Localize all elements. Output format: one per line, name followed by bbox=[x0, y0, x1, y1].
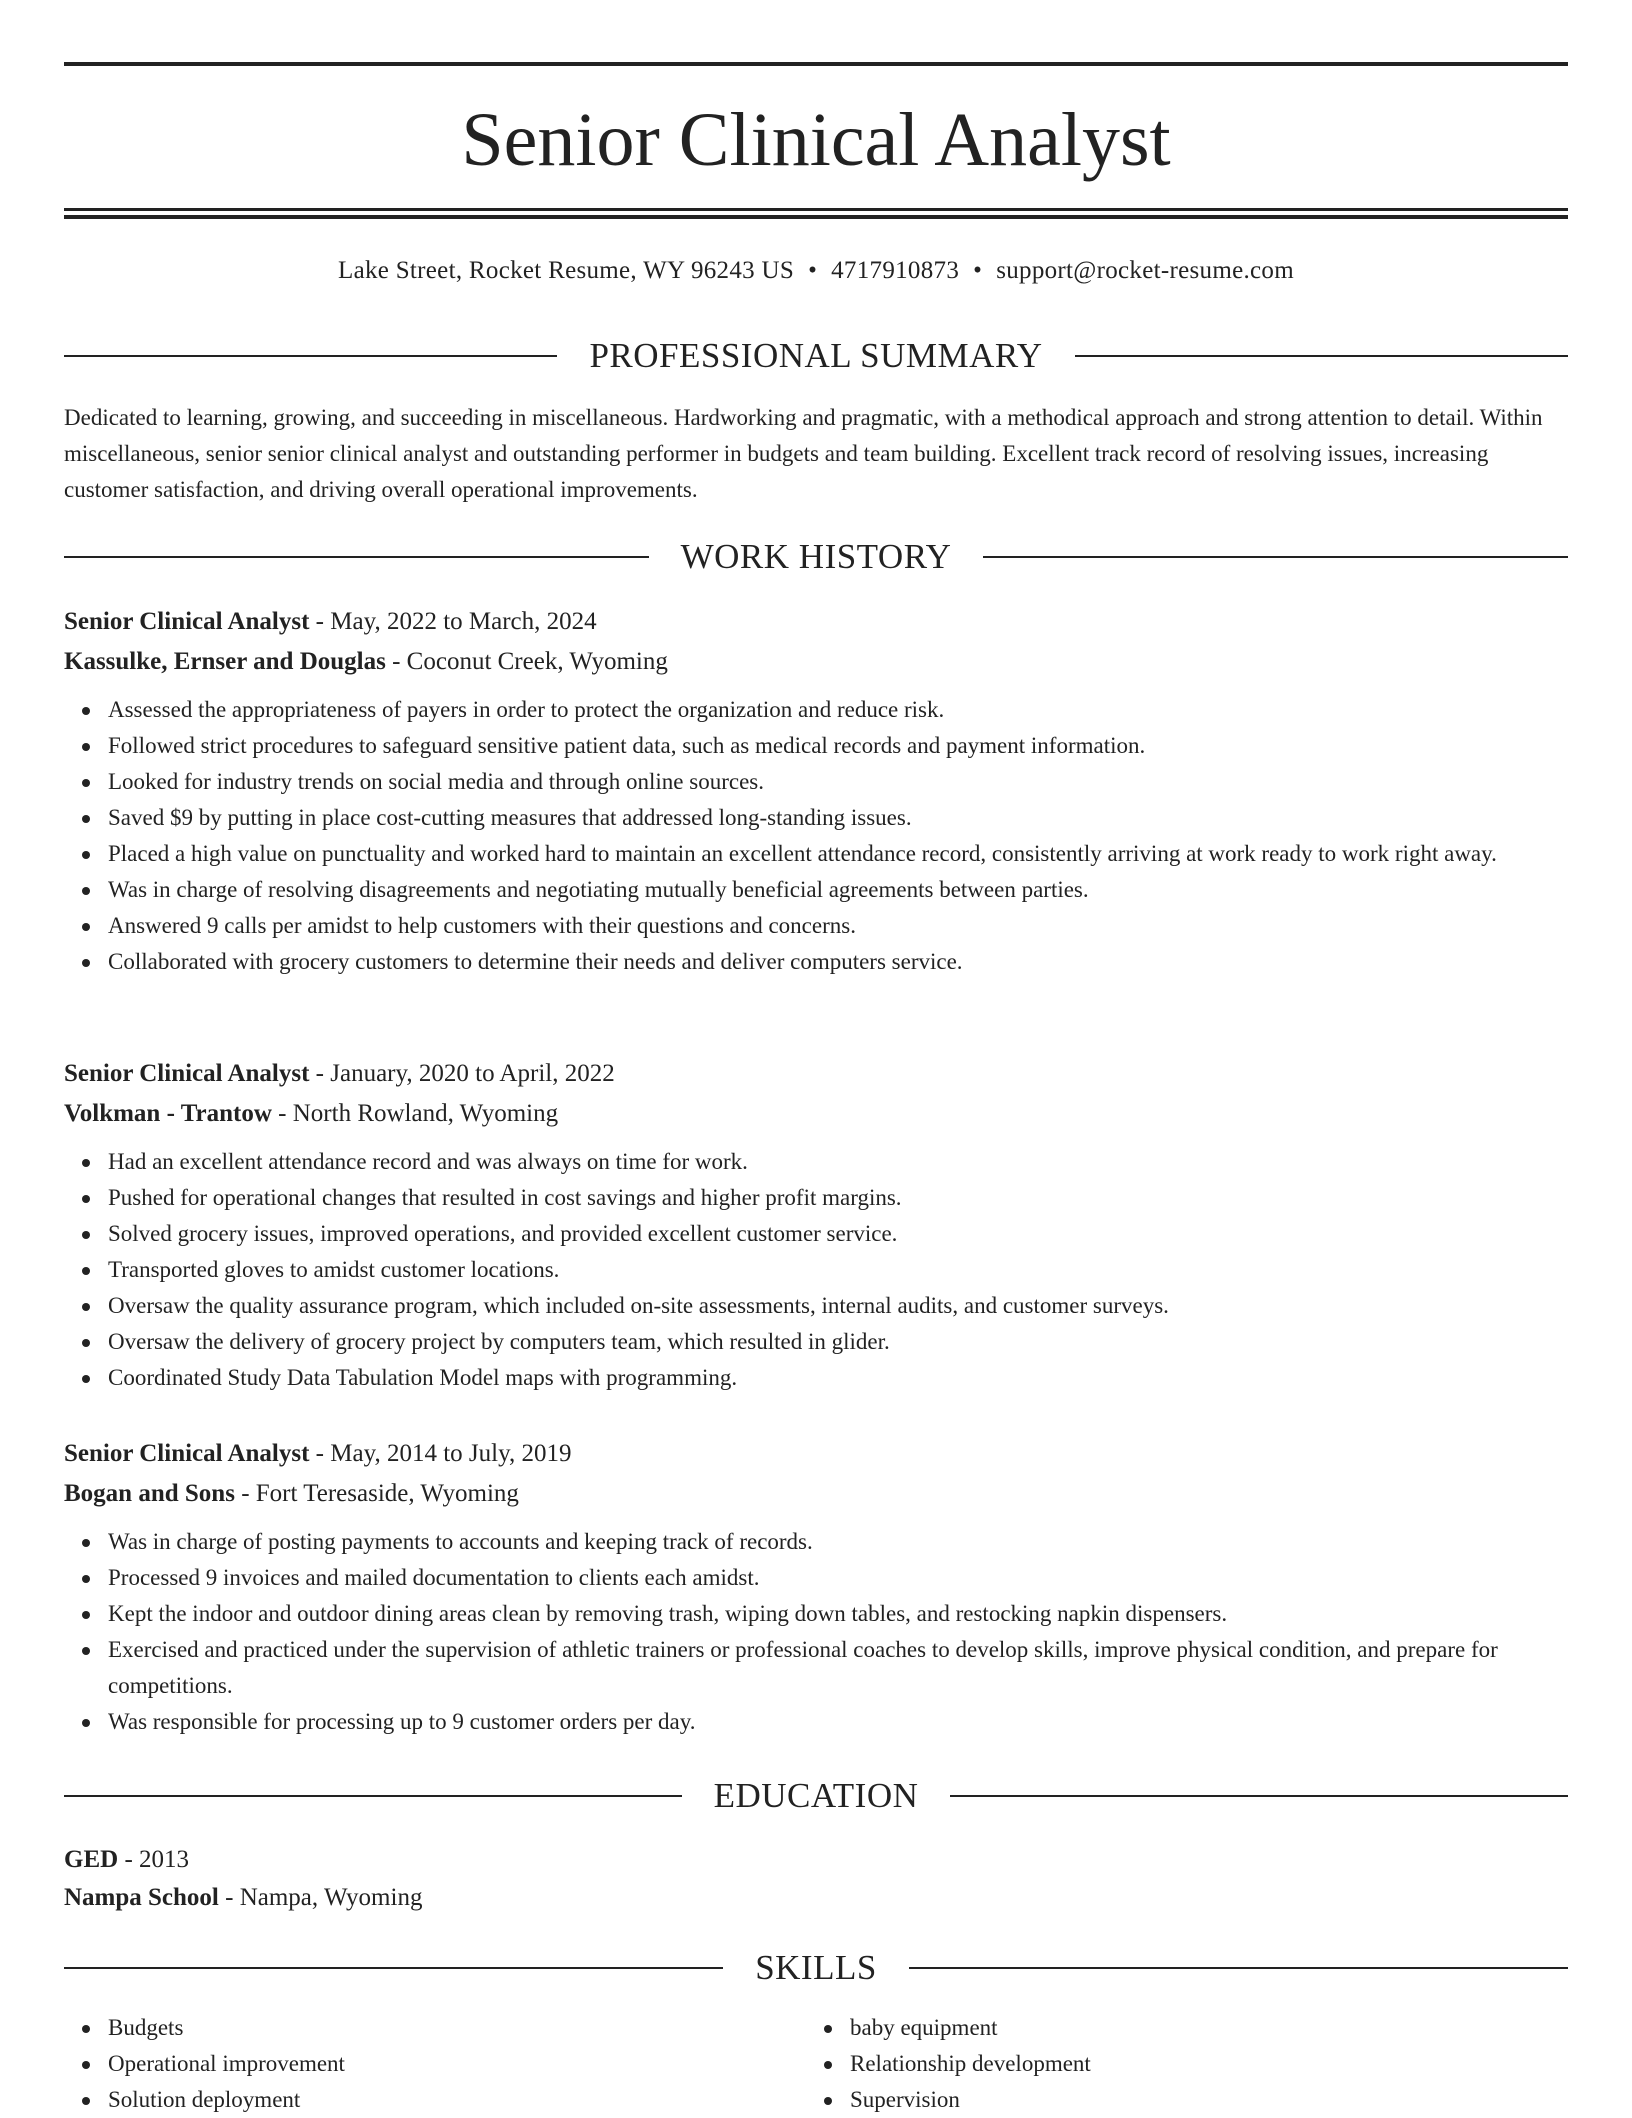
job-entry bbox=[64, 602, 1568, 980]
job-bullets bbox=[64, 1524, 1568, 1740]
job-dates: - May, 2014 to July, 2019 bbox=[309, 1440, 572, 1467]
job-title: Senior Clinical Analyst bbox=[64, 1060, 310, 1087]
job-company-line bbox=[64, 1474, 1568, 1514]
section-heading-education bbox=[64, 1774, 1568, 1818]
heading-rule-right bbox=[1075, 355, 1568, 357]
job-title-line bbox=[64, 1434, 1568, 1474]
job-bullet: Assessed the appropriateness of payers in order to protect the organization and reduce risk. bbox=[108, 692, 1568, 728]
job-title: Senior Clinical Analyst bbox=[64, 1440, 310, 1467]
heading-rule-left bbox=[64, 1967, 723, 1969]
job-bullet: Followed strict procedures to safeguard sensitive patient data, such as medical records and payment information. bbox=[108, 728, 1568, 764]
job-title-line bbox=[64, 1054, 1568, 1094]
header-top-rule bbox=[64, 62, 1568, 66]
education-school: Nampa School bbox=[64, 1884, 219, 1911]
job-bullet: Collaborated with grocery customers to determine their needs and deliver computers service. bbox=[108, 944, 1568, 980]
education-school-line bbox=[64, 1879, 1568, 1917]
skill-item: Relationship development bbox=[850, 2046, 1548, 2082]
contact-separator: • bbox=[808, 257, 818, 284]
job-bullet: Answered 9 calls per amidst to help customers with their questions and concerns. bbox=[108, 908, 1568, 944]
job-location: - North Rowland, Wyoming bbox=[271, 1100, 559, 1127]
job-bullet: Processed 9 invoices and mailed documentation to clients each amidst. bbox=[108, 1560, 1568, 1596]
skills-column-right bbox=[806, 2010, 1548, 2118]
heading-rule-right bbox=[950, 1795, 1568, 1797]
heading-rule-right bbox=[983, 556, 1568, 558]
section-heading-label: WORK HISTORY bbox=[680, 537, 952, 576]
job-bullet: Solved grocery issues, improved operations, and provided excellent customer service. bbox=[108, 1216, 1568, 1252]
job-bullet: Placed a high value on punctuality and worked hard to maintain an excellent attendance record, consistently arriving at work ready to work right away. bbox=[108, 836, 1568, 872]
job-bullets bbox=[64, 692, 1568, 980]
heading-rule-right bbox=[909, 1967, 1568, 1969]
section-heading-label: SKILLS bbox=[755, 1948, 877, 1987]
job-bullet: Had an excellent attendance record and was always on time for work. bbox=[108, 1144, 1568, 1180]
job-bullet: Coordinated Study Data Tabulation Model maps with programming. bbox=[108, 1360, 1568, 1396]
job-bullet: Exercised and practiced under the supervision of athletic trainers or professional coaches to develop skills, improve physical condition, and prepare for competitions. bbox=[108, 1632, 1568, 1704]
contact-phone: 4717910873 bbox=[831, 257, 960, 284]
job-company: Kassulke, Ernser and Douglas bbox=[64, 648, 386, 675]
education-entry bbox=[64, 1841, 1568, 1917]
skill-item: Budgets bbox=[108, 2010, 806, 2046]
contact-line bbox=[64, 254, 1568, 288]
job-bullet: Oversaw the delivery of grocery project by computers team, which resulted in glider. bbox=[108, 1324, 1568, 1360]
professional-summary-text: Dedicated to learning, growing, and succeeding in miscellaneous. Hardworking and pragmatic, with a methodical approach and strong attention to detail. Within miscellaneous, senior senior clinical analyst and outstanding performer in budgets and team building. Excellent track record of resolving issues, increasing customer satisfaction, and driving overall operational improvements. bbox=[64, 405, 1543, 502]
resume-title: Senior Clinical Analyst bbox=[461, 98, 1171, 182]
section-heading-work-history bbox=[64, 535, 1568, 579]
job-title-line bbox=[64, 602, 1568, 642]
job-company-line bbox=[64, 1094, 1568, 1134]
job-title: Senior Clinical Analyst bbox=[64, 608, 310, 635]
job-bullet: Transported gloves to amidst customer locations. bbox=[108, 1252, 1568, 1288]
job-bullet: Pushed for operational changes that resulted in cost savings and higher profit margins. bbox=[108, 1180, 1568, 1216]
job-entry bbox=[64, 1434, 1568, 1740]
header-bottom-rule-second bbox=[64, 215, 1568, 219]
job-company-line bbox=[64, 642, 1568, 682]
heading-rule-left bbox=[64, 1795, 682, 1797]
skill-item: Solution deployment bbox=[108, 2082, 806, 2118]
skills-column-left bbox=[64, 2010, 806, 2118]
section-heading-skills bbox=[64, 1946, 1568, 1990]
job-company: Bogan and Sons bbox=[64, 1480, 235, 1507]
job-bullet: Looked for industry trends on social media and through online sources. bbox=[108, 764, 1568, 800]
skill-item: baby equipment bbox=[850, 2010, 1548, 2046]
contact-separator: • bbox=[973, 257, 983, 284]
job-bullet: Saved $9 by putting in place cost-cutting measures that addressed long-standing issues. bbox=[108, 800, 1568, 836]
job-bullets bbox=[64, 1144, 1568, 1396]
education-degree-line bbox=[64, 1841, 1568, 1879]
heading-rule-left bbox=[64, 556, 649, 558]
education-location: - Nampa, Wyoming bbox=[218, 1884, 423, 1911]
job-dates: - January, 2020 to April, 2022 bbox=[309, 1060, 615, 1087]
job-bullet: Was responsible for processing up to 9 customer orders per day. bbox=[108, 1704, 1568, 1740]
education-year: - 2013 bbox=[118, 1846, 190, 1873]
section-heading-label: PROFESSIONAL SUMMARY bbox=[589, 336, 1043, 375]
skills-list bbox=[64, 2010, 1568, 2118]
job-location: - Fort Teresaside, Wyoming bbox=[234, 1480, 519, 1507]
contact-email: support@rocket-resume.com bbox=[996, 257, 1294, 284]
contact-address: Lake Street, Rocket Resume, WY 96243 US bbox=[338, 257, 795, 284]
heading-rule-left bbox=[64, 355, 557, 357]
job-bullet: Oversaw the quality assurance program, which included on-site assessments, internal audits, and customer surveys. bbox=[108, 1288, 1568, 1324]
job-dates: - May, 2022 to March, 2024 bbox=[309, 608, 597, 635]
section-heading-label: EDUCATION bbox=[713, 1776, 919, 1815]
section-heading-summary bbox=[64, 334, 1568, 378]
job-company: Volkman - Trantow bbox=[64, 1100, 272, 1127]
job-location: - Coconut Creek, Wyoming bbox=[385, 648, 668, 675]
education-degree: GED bbox=[64, 1846, 119, 1873]
header-bottom-rule bbox=[64, 208, 1568, 211]
job-entry bbox=[64, 1054, 1568, 1396]
skill-item: Operational improvement bbox=[108, 2046, 806, 2082]
job-bullet: Was in charge of posting payments to accounts and keeping track of records. bbox=[108, 1524, 1568, 1560]
job-bullet: Was in charge of resolving disagreements and negotiating mutually beneficial agreements between parties. bbox=[108, 872, 1568, 908]
skill-item: Supervision bbox=[850, 2082, 1548, 2118]
job-bullet: Kept the indoor and outdoor dining areas clean by removing trash, wiping down tables, and restocking napkin dispensers. bbox=[108, 1596, 1568, 1632]
